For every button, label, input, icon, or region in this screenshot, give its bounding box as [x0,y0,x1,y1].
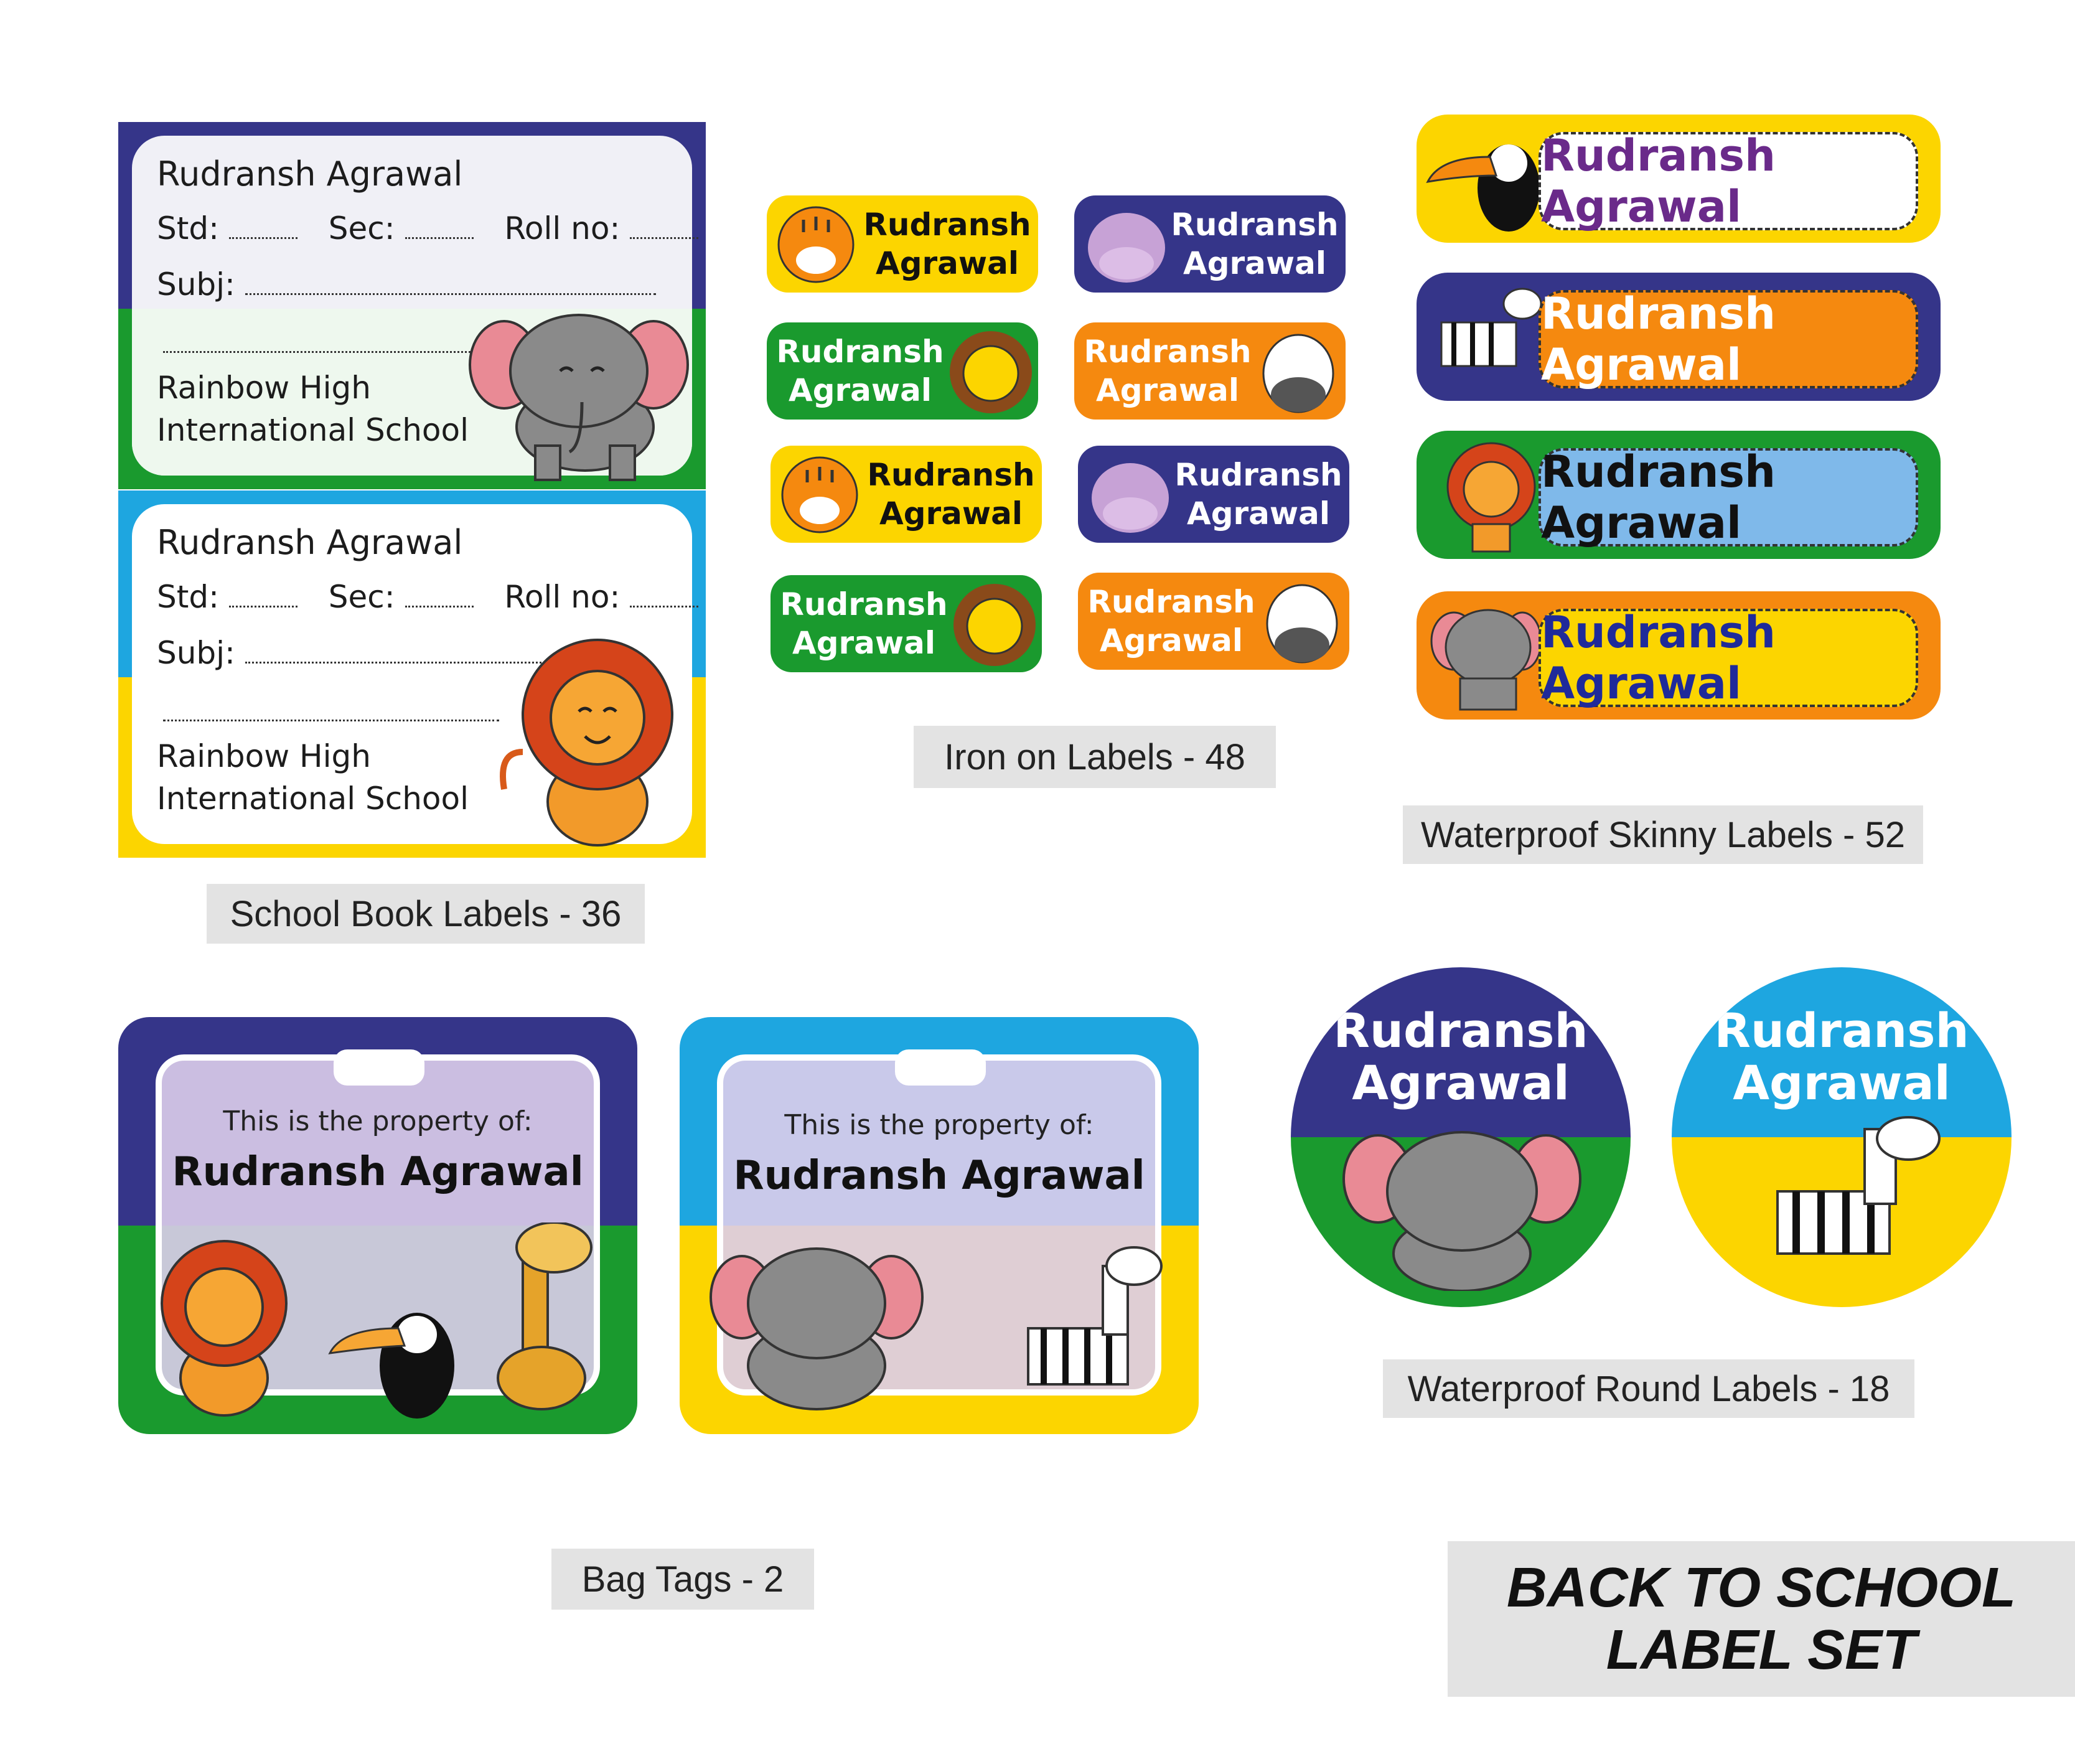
iron-labels-caption: Iron on Labels - 48 [914,726,1276,788]
skinny-label-elephant [1417,591,1941,720]
bag-tag-property-text: This is the property of: [784,1109,1094,1141]
book-label-subj-row [157,266,656,303]
skinny-label-lion [1417,431,1941,559]
book-label-2 [118,490,706,858]
lion-icon [951,581,1038,669]
round-label-elephant [1291,967,1631,1307]
iron-label-zebra [1074,322,1346,420]
subj-label: Subj: [157,635,235,671]
iron-label-name: Rudransh Agrawal [1174,457,1342,532]
zebra-icon [1255,326,1342,417]
iron-label-tiger [771,446,1042,543]
book-label-1 [118,122,706,489]
roll-label: Roll no: [504,210,621,246]
set-title-line2: LABEL SET [1606,1619,1917,1681]
book-label-std-row [157,210,698,246]
bag-tag-name: Rudransh Agrawal [172,1149,584,1195]
book-label-name: Rudransh Agrawal [157,523,463,562]
round-labels-caption: Waterproof Round Labels - 18 [1383,1359,1914,1418]
std-label: Std: [157,579,219,615]
round-label-zebra [1672,967,2012,1307]
tiger-icon [779,454,860,535]
iron-label-name: Rudransh Agrawal [780,586,948,661]
iron-label-lion [767,322,1038,420]
subj-label: Subj: [157,266,235,303]
school-name-line1: Rainbow High [157,370,371,406]
school-name-line2: International School [157,781,469,817]
zebra-icon [1028,1247,1161,1384]
iron-label-name: Rudransh Agrawal [776,334,944,408]
toucan-icon [1422,120,1546,238]
lion-icon [947,329,1034,416]
iron-label-tiger [767,195,1038,293]
set-title-line1: BACK TO SCHOOL [1506,1557,2016,1619]
tiger-icon [775,204,856,285]
lion-icon [492,634,691,852]
bag-tag-slot [334,1049,424,1086]
bag-tag-name: Rudransh Agrawal [733,1153,1145,1199]
book-label-name: Rudransh Agrawal [157,154,463,194]
iron-label-name: Rudransh Agrawal [867,457,1035,532]
skinny-label-name: Rudransh Agrawal [1539,609,1918,707]
toucan-icon [330,1313,454,1419]
hippo-icon [1083,204,1170,285]
zebra-icon [1258,576,1346,667]
iron-label-hippo [1074,195,1346,293]
lion-icon [162,1241,286,1415]
school-name-line2: International School [157,412,469,448]
std-label: Std: [157,210,219,246]
elephant-icon [1341,1123,1583,1291]
hippo-icon [1087,454,1174,535]
iron-label-hippo [1078,446,1349,543]
iron-label-name: Rudransh Agrawal [1171,207,1339,281]
iron-label-zebra [1078,573,1349,670]
elephant-icon [711,1249,922,1409]
sec-label: Sec: [328,210,395,246]
zebra-icon [1765,1110,1952,1297]
skinny-label-toucan [1417,115,1941,243]
zebra-icon [1429,273,1547,401]
book-labels-caption: School Book Labels - 36 [207,884,645,944]
skinny-label-zebra [1417,273,1941,401]
skinny-labels-caption: Waterproof Skinny Labels - 52 [1403,805,1923,864]
skinny-label-name: Rudransh Agrawal [1539,448,1918,547]
iron-label-name: Rudransh Agrawal [863,207,1031,281]
giraffe-icon [498,1222,591,1409]
school-name-line1: Rainbow High [157,738,371,774]
skinny-label-name: Rudransh Agrawal [1539,132,1918,230]
bag-tag-slot [895,1049,986,1086]
skinny-label-name: Rudransh Agrawal [1539,290,1918,388]
bag-tag-1 [118,1017,637,1434]
elephant-icon [467,309,697,483]
bag-tag-property-text: This is the property of: [223,1105,533,1137]
round-label-name: Rudransh Agrawal [1333,1003,1588,1110]
elephant-icon [1429,598,1541,713]
lion-icon [1429,437,1541,553]
iron-label-name: Rudransh Agrawal [1084,334,1252,408]
sec-label: Sec: [328,579,395,615]
bag-tag-2 [680,1017,1199,1434]
iron-label-lion [771,575,1042,672]
iron-label-name: Rudransh Agrawal [1087,584,1255,659]
set-title-box [1448,1541,2075,1697]
book-label-std-row [157,579,698,615]
bag-tags-caption: Bag Tags - 2 [551,1549,814,1610]
roll-label: Roll no: [504,579,621,615]
round-label-name: Rudransh Agrawal [1714,1003,1969,1110]
